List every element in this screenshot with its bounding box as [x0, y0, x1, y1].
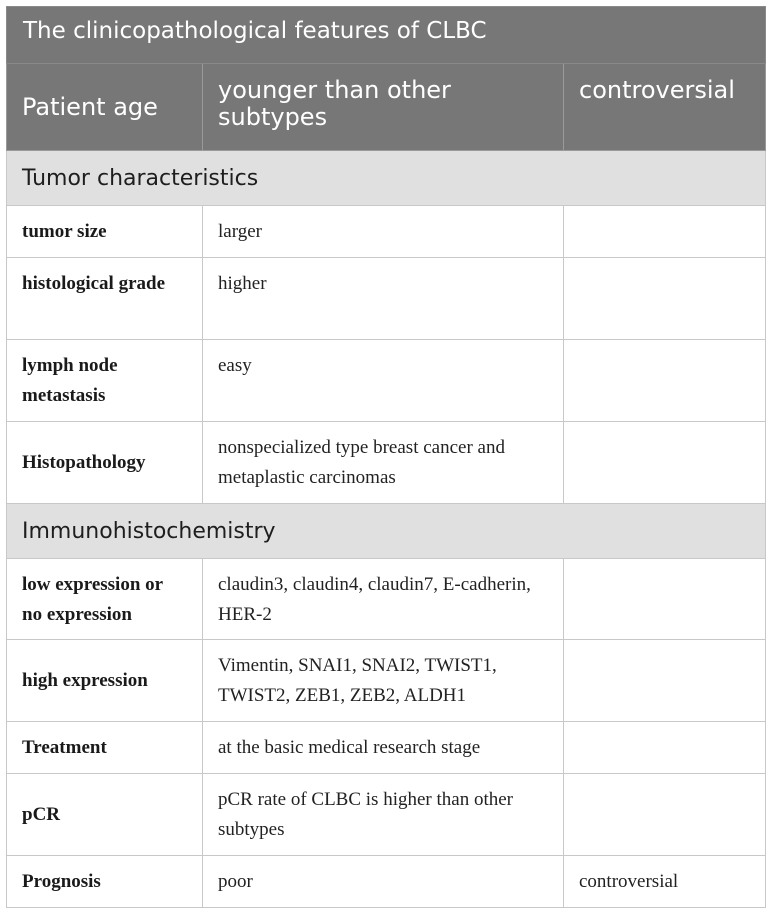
row-value: at the basic medical research stage [203, 722, 564, 774]
table-row [7, 559, 766, 640]
row-label: high expression [7, 640, 203, 722]
row-value: nonspecialized type breast cancer and metaplastic carcinomas [203, 422, 564, 504]
row-label: pCR [7, 774, 203, 856]
table-row [7, 206, 766, 258]
section-heading: Immunohistochemistry [7, 504, 766, 559]
table-row [7, 640, 766, 722]
row-note [564, 722, 766, 774]
row-value: pCR rate of CLBC is higher than other subtypes [203, 774, 564, 856]
table-title: The clinicopathological features of CLBC [7, 7, 766, 64]
row-note [564, 422, 766, 504]
table-title-row [7, 7, 766, 64]
table-row [7, 258, 766, 340]
header-note: controversial [564, 64, 766, 151]
clinicopathological-features-table [6, 6, 766, 908]
row-note: controversial [564, 856, 766, 908]
section-heading: Tumor characteristics [7, 151, 766, 206]
row-label: Prognosis [7, 856, 203, 908]
table-row [7, 422, 766, 504]
row-value: larger [203, 206, 564, 258]
row-value: easy [203, 340, 564, 422]
row-value: claudin3, claudin4, claudin7, E-cadherin, HER-2 [203, 559, 564, 640]
row-note [564, 640, 766, 722]
header-value: younger than other subtypes [203, 64, 564, 151]
table-row [7, 774, 766, 856]
feature-table-container [6, 6, 765, 908]
table-row [7, 722, 766, 774]
row-value: poor [203, 856, 564, 908]
row-label: Histopathology [7, 422, 203, 504]
row-label: histological grade [7, 258, 203, 340]
row-note [564, 206, 766, 258]
row-note [564, 258, 766, 340]
row-label: low expression or no expression [7, 559, 203, 640]
row-value: higher [203, 258, 564, 340]
section-heading-row [7, 504, 766, 559]
section-heading-row [7, 151, 766, 206]
header-label: Patient age [7, 64, 203, 151]
table-row [7, 856, 766, 908]
row-label: lymph node metastasis [7, 340, 203, 422]
row-label: Treatment [7, 722, 203, 774]
row-note [564, 340, 766, 422]
row-value: Vimentin, SNAI1, SNAI2, TWIST1, TWIST2, ZEB1, ZEB2, ALDH1 [203, 640, 564, 722]
table-header-row [7, 64, 766, 151]
row-note [564, 774, 766, 856]
row-note [564, 559, 766, 640]
table-row [7, 340, 766, 422]
row-label: tumor size [7, 206, 203, 258]
